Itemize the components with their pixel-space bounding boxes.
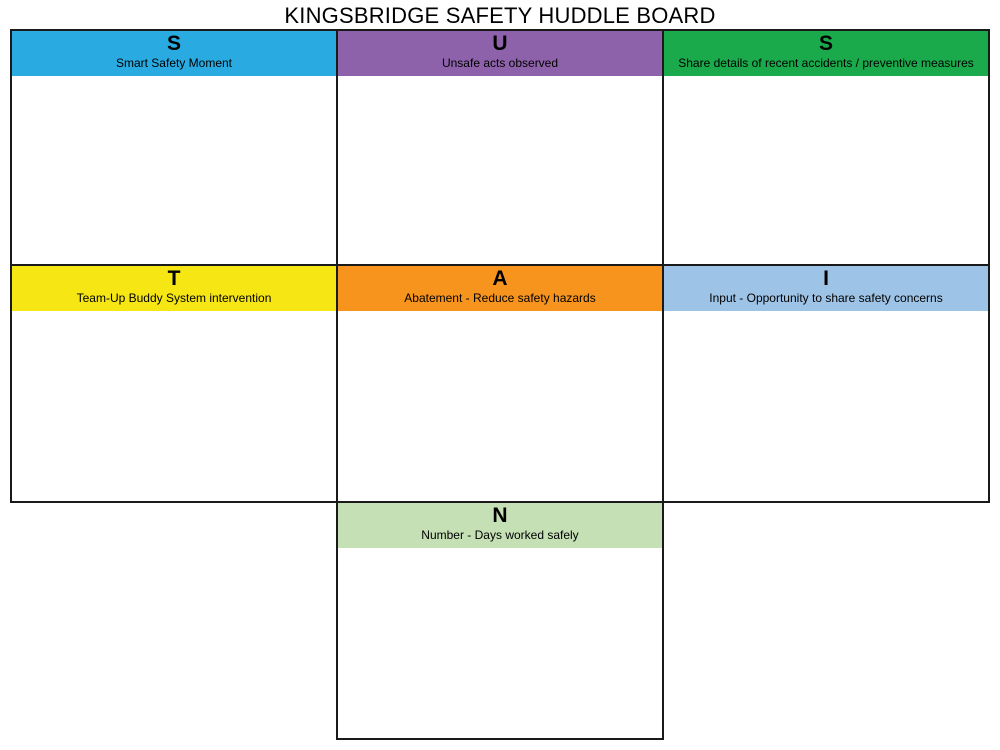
board-title: KINGSBRIDGE SAFETY HUDDLE BOARD	[284, 3, 716, 28]
cell-unsafe-acts	[336, 29, 664, 268]
cell-smart-safety-moment	[10, 29, 338, 268]
cell-description: Smart Safety Moment	[115, 56, 233, 70]
cell-description: Unsafe acts observed	[441, 56, 559, 70]
cell-letter: S	[818, 32, 833, 55]
cell-header	[338, 503, 662, 548]
cell-header	[338, 266, 662, 311]
cell-letter: T	[167, 267, 181, 290]
cell-letter: S	[166, 32, 181, 55]
cell-letter: A	[492, 267, 508, 290]
cell-header	[664, 31, 988, 76]
cell-number-days	[336, 501, 664, 740]
cell-description: Number - Days worked safely	[421, 528, 579, 542]
cell-share-details	[662, 29, 990, 268]
cell-team-up-buddy	[10, 264, 338, 503]
cell-description: Team-Up Buddy System intervention	[76, 291, 272, 305]
cell-description: Abatement - Reduce safety hazards	[404, 291, 596, 305]
cell-header	[664, 266, 988, 311]
cell-letter: I	[823, 267, 829, 290]
cell-header	[12, 31, 336, 76]
cell-header	[338, 31, 662, 76]
cell-abatement	[336, 264, 664, 503]
cell-letter: U	[492, 32, 508, 55]
cell-description: Share details of recent accidents / preventive measures	[678, 56, 974, 70]
cell-letter: N	[492, 504, 508, 527]
cell-input	[662, 264, 990, 503]
cell-description: Input - Opportunity to share safety concerns	[709, 291, 943, 305]
cell-header	[12, 266, 336, 311]
